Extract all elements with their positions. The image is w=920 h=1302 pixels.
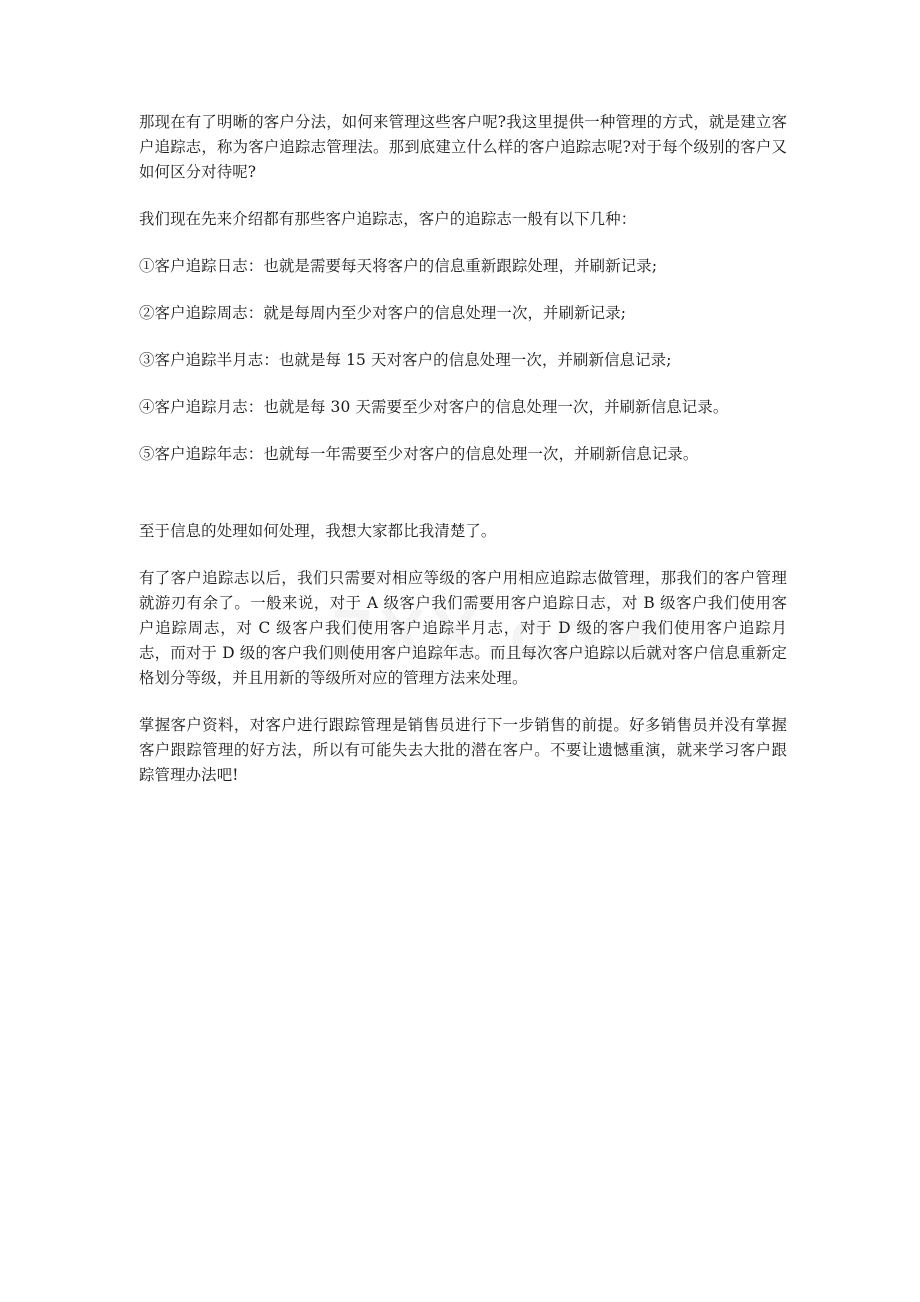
document-body (139, 110, 787, 810)
list-item-half-monthly: ③客户追踪半月志：也就是每 15 天对客户的信息处理一次，并刷新信息记录; (139, 351, 672, 369)
list-item-weekly: ②客户追踪周志：就是每周内至少对客户的信息处理一次，并刷新记录; (139, 304, 627, 322)
list-intro-paragraph: 我们现在先来介绍都有那些客户追踪志，客户的追踪志一般有以下几种： (139, 210, 637, 228)
intro-paragraph: 那现在有了明晰的客户分法，如何来管理这些客户呢?我这里提供一种管理的方式，就是建立客户追踪志，称为客户追踪志管理法。那到底建立什么样的客户追踪志呢?对于每个级别的客户又如何区分对待呢? (139, 113, 787, 181)
list-item-daily: ①客户追踪日志：也就是需要每天将客户的信息重新跟踪处理，并刷新记录; (139, 257, 658, 275)
conclusion-paragraph: 掌握客户资料，对客户进行跟踪管理是销售员进行下一步销售的前提。好多销售员并没有掌握客户跟踪管理的好方法，所以有可能失去大批的潜在客户。不要让遗憾重演，就来学习客户跟踪管理办法吧! (139, 716, 787, 784)
list-item-yearly: ⑤客户追踪年志：也就每一年需要至少对客户的信息处理一次，并刷新信息记录。 (139, 445, 699, 463)
list-item-monthly: ④客户追踪月志：也就是每 30 天需要至少对客户的信息处理一次，并刷新信息记录。 (139, 398, 729, 416)
processing-paragraph: 至于信息的处理如何处理，我想大家都比我清楚了。 (139, 522, 497, 540)
management-paragraph: 有了客户追踪志以后，我们只需要对相应等级的客户用相应追踪志做管理，那我们的客户管理就游刃有余了。一般来说，对于 A 级客户我们需要用客户追踪日志，对 B 级客户我们使用客户追踪周志，对 C 级客户我们使用客户追踪半月志，对于 D 级的客户我们使用客户追踪月志，而对于 D 级的客户我们则使用客户追踪年志。而且每次客户追踪以后就对客户信息重新定格划分等级，并且用新的等级所对应的管理方法来处理。 (139, 569, 787, 687)
